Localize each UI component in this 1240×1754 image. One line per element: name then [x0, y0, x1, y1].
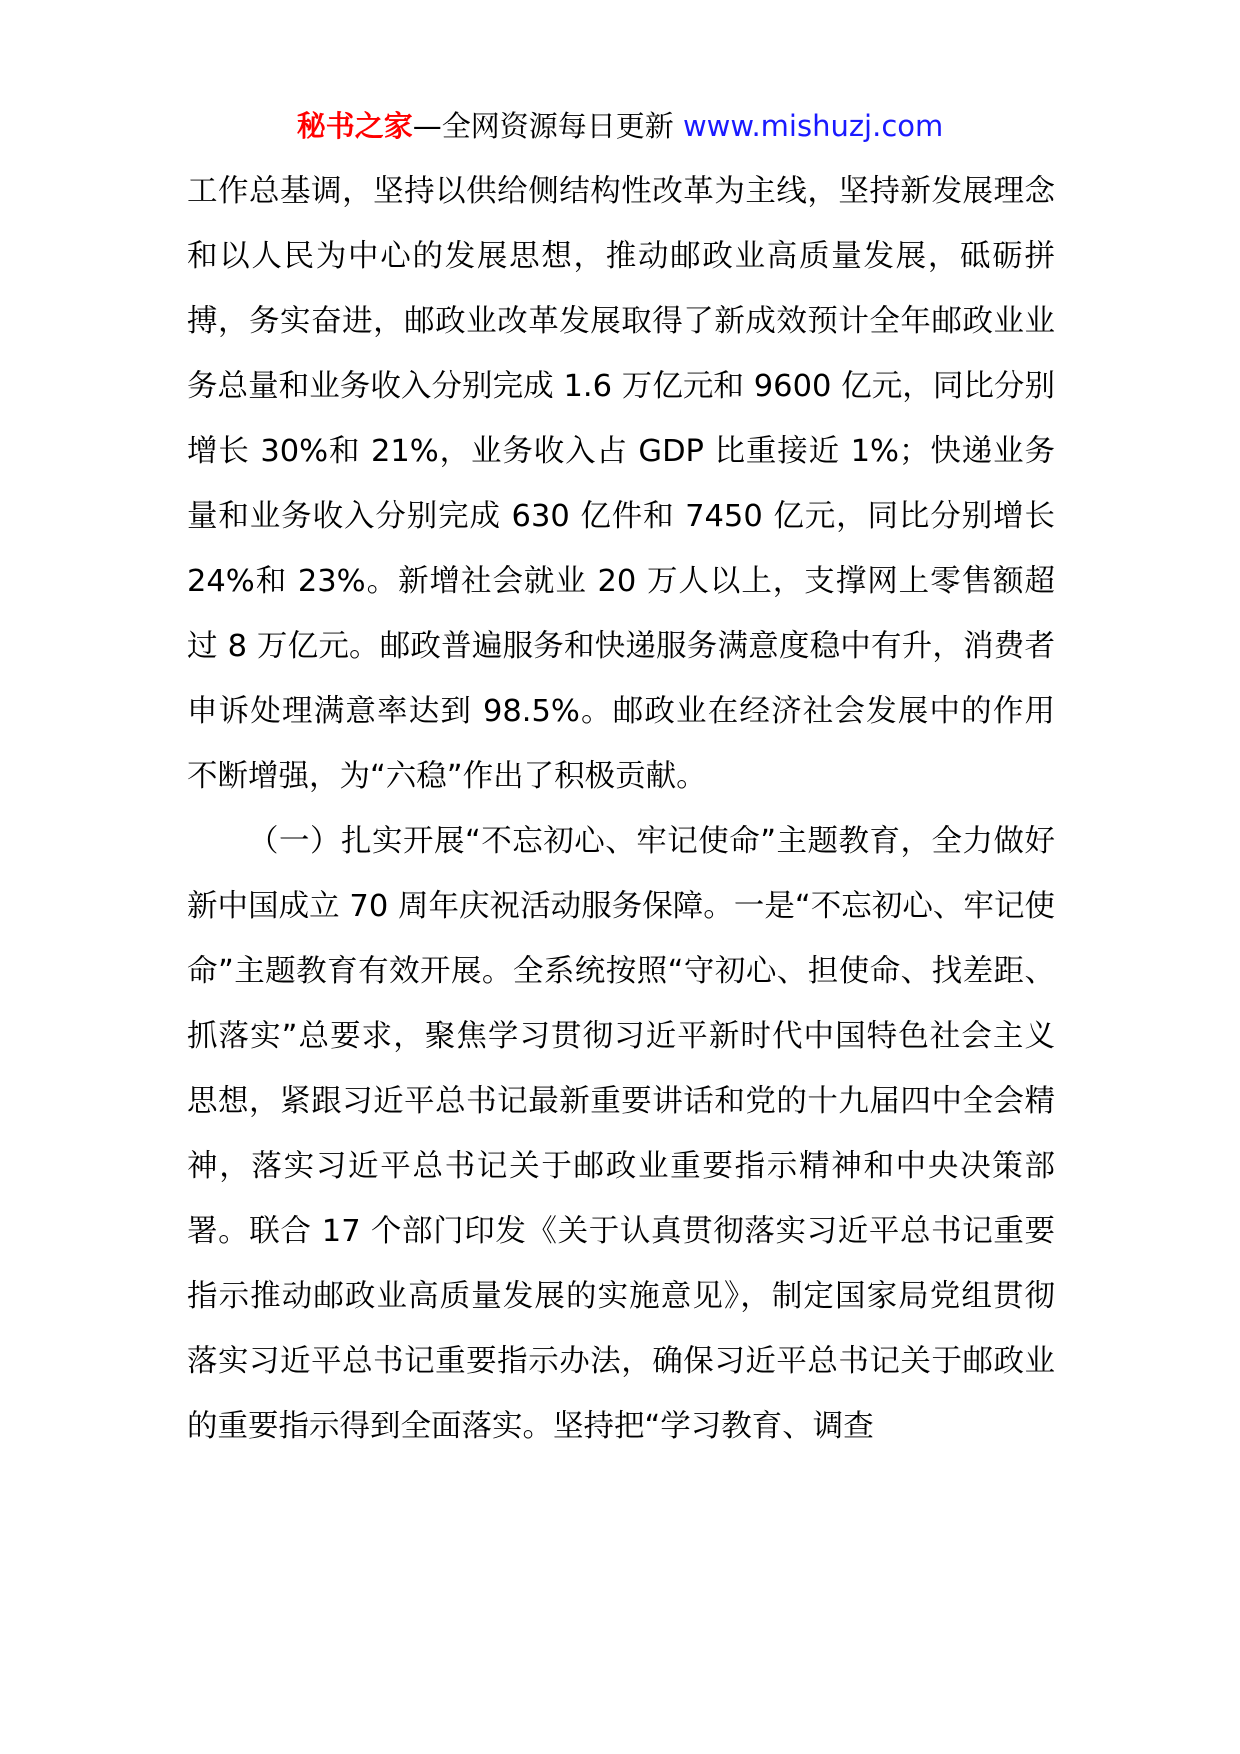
page-header: [0, 96, 1240, 156]
header-brand: 秘书之家: [296, 109, 413, 143]
header-tagline: —全网资源每日更新: [412, 109, 674, 143]
paragraph-section-one: （一）扎实开展“不忘初心、牢记使命”主题教育，全力做好新中国成立 70 周年庆祝活动服务保障。一是“不忘初心、牢记使命”主题教育有效开展。全系统按照“守初心、担使命、找差距、抓落实”总要求，聚焦学习贯彻习近平新时代中国特色社会主义思想，紧跟习近平总书记最新重要讲话和党的十九届四中全会精神，落实习近平总书记关于邮政业重要指示精神和中央决策部署。联合 17 个部门印发《关于认真贯彻落实习近平总书记重要指示推动邮政业高质量发展的实施意见》，制定国家局党组贯彻落实习近平总书记重要指示办法，确保习近平总书记关于邮政业的重要指示得到全面落实。坚持把“学习教育、调查: [187, 824, 1055, 1444]
paragraph-summary: 工作总基调，坚持以供给侧结构性改革为主线，坚持新发展理念和以人民为中心的发展思想，推动邮政业高质量发展，砥砺拼搏，务实奋进，邮政业改革发展取得了新成效预计全年邮政业业务总量和业务收入分别完成 1.6 万亿元和 9600 亿元，同比分别增长 30%和 21%，业务收入占 GDP 比重接近 1%；快递业务量和业务收入分别完成 630 亿件和 7450 亿元，同比分别增长 24%和 23%。新增社会就业 20 万人以上，支撑网上零售额超过 8 万亿元。邮政普遍服务和快递服务满意度稳中有升，消费者申诉处理满意率达到 98.5%。邮政业在经济社会发展中的作用不断增强，为“六稳”作出了积极贡献。: [187, 174, 1055, 794]
header-url-link[interactable]: www.mishuzj.com: [682, 109, 944, 143]
document-body: [187, 159, 1055, 1459]
